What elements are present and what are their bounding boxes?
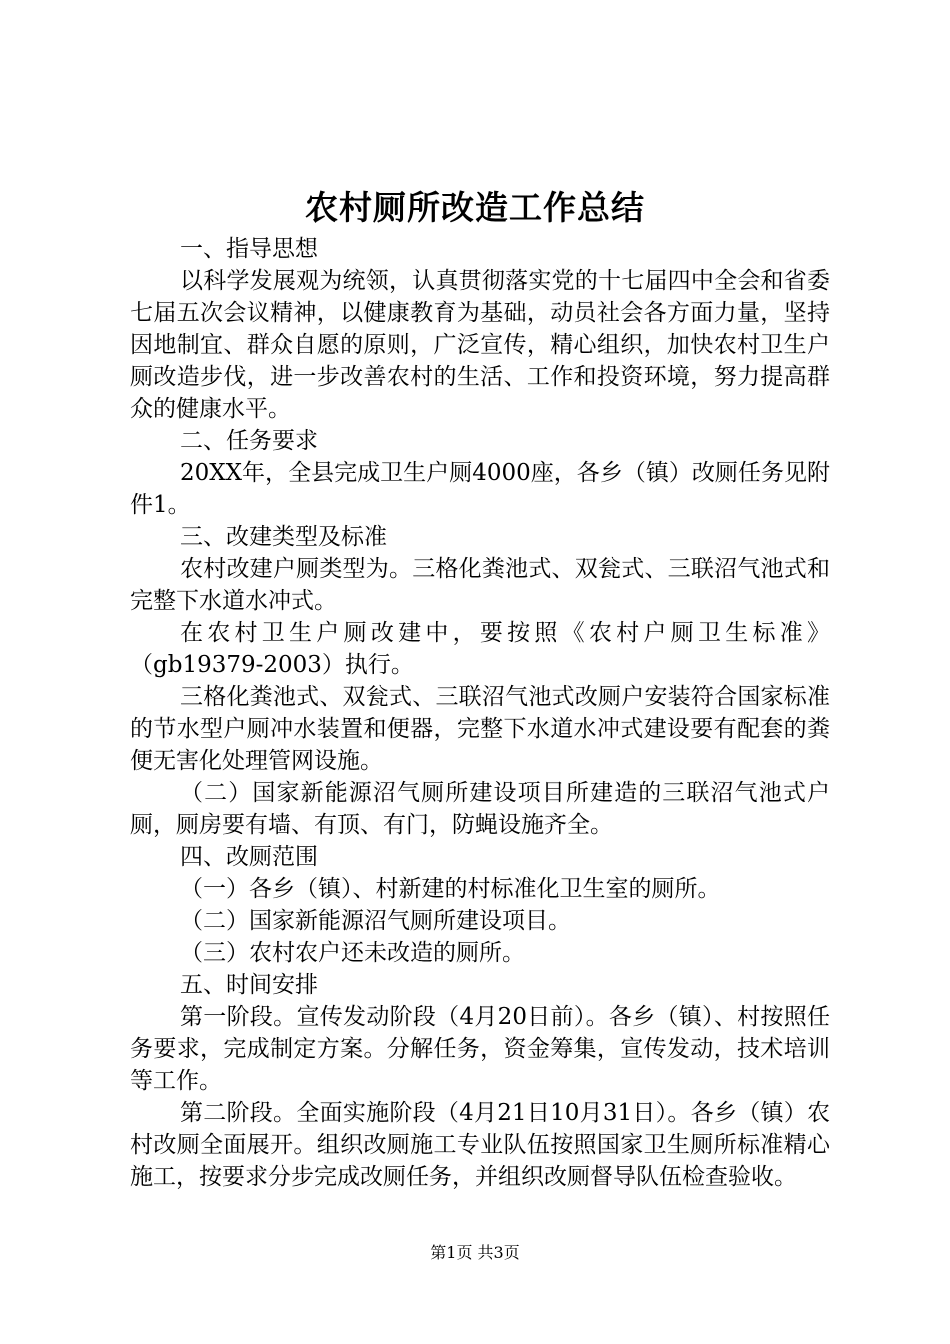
section-heading-guiding-ideology: 一、指导思想: [180, 236, 318, 262]
section-heading-schedule: 五、时间安排: [180, 972, 318, 998]
paragraph-phase-1: 第一阶段。宣传发动阶段（4月20日前）。各乡（镇）、村按照任务要求，完成制定方案。分解任务，资金筹集，宣传发动，技术培训等工作。: [130, 1004, 830, 1094]
list-item-scope-2: （二）国家新能源沼气厕所建设项目。: [180, 908, 571, 934]
document-title: 农村厕所改造工作总结: [305, 188, 645, 227]
paragraph-task-requirements: 20XX年，全县完成卫生户厕4000座，各乡（镇）改厕任务见附件1。: [130, 460, 830, 518]
section-heading-scope: 四、改厕范围: [180, 844, 318, 870]
page-footer: 第1页 共3页: [430, 1243, 520, 1262]
section-heading-task-requirements: 二、任务要求: [180, 428, 318, 454]
paragraph-installation-requirements: 三格化粪池式、双瓮式、三联沼气池式改厕户安装符合国家标准的节水型户厕冲水装置和便器，完整下水道水冲式建设要有配套的粪便无害化处理管网设施。: [130, 684, 830, 774]
list-item-scope-1: （一）各乡（镇）、村新建的村标准化卫生室的厕所。: [180, 876, 721, 902]
section-heading-types-standards: 三、改建类型及标准: [180, 524, 387, 550]
paragraph-biogas-project: （二）国家新能源沼气厕所建设项目所建造的三联沼气池式户厕，厕房要有墙、有顶、有门，防蝇设施齐全。: [130, 780, 830, 838]
list-item-scope-3: （三）农村农户还未改造的厕所。: [180, 940, 525, 966]
paragraph-guiding-ideology: 以科学发展观为统领，认真贯彻落实党的十七届四中全会和省委七届五次会议精神，以健康教育为基础，动员社会各方面力量，坚持因地制宜、群众自愿的原则，广泛宣传，精心组织，加快农村卫生户厕改造步伐，进一步改善农村的生活、工作和投资环境，努力提高群众的健康水平。: [130, 268, 830, 422]
paragraph-hygiene-standard: 在农村卫生户厕改建中，要按照《农村户厕卫生标准》（gb19379-2003）执行。: [130, 620, 830, 678]
document-body: [130, 233, 830, 1193]
paragraph-toilet-types: 农村改建户厕类型为。三格化粪池式、双瓮式、三联沼气池式和完整下水道水冲式。: [130, 556, 830, 614]
paragraph-phase-2: 第二阶段。全面实施阶段（4月21日10月31日）。各乡（镇）农村改厕全面展开。组织改厕施工专业队伍按照国家卫生厕所标准精心施工，按要求分步完成改厕任务，并组织改厕督导队伍检查验收。: [130, 1100, 830, 1190]
